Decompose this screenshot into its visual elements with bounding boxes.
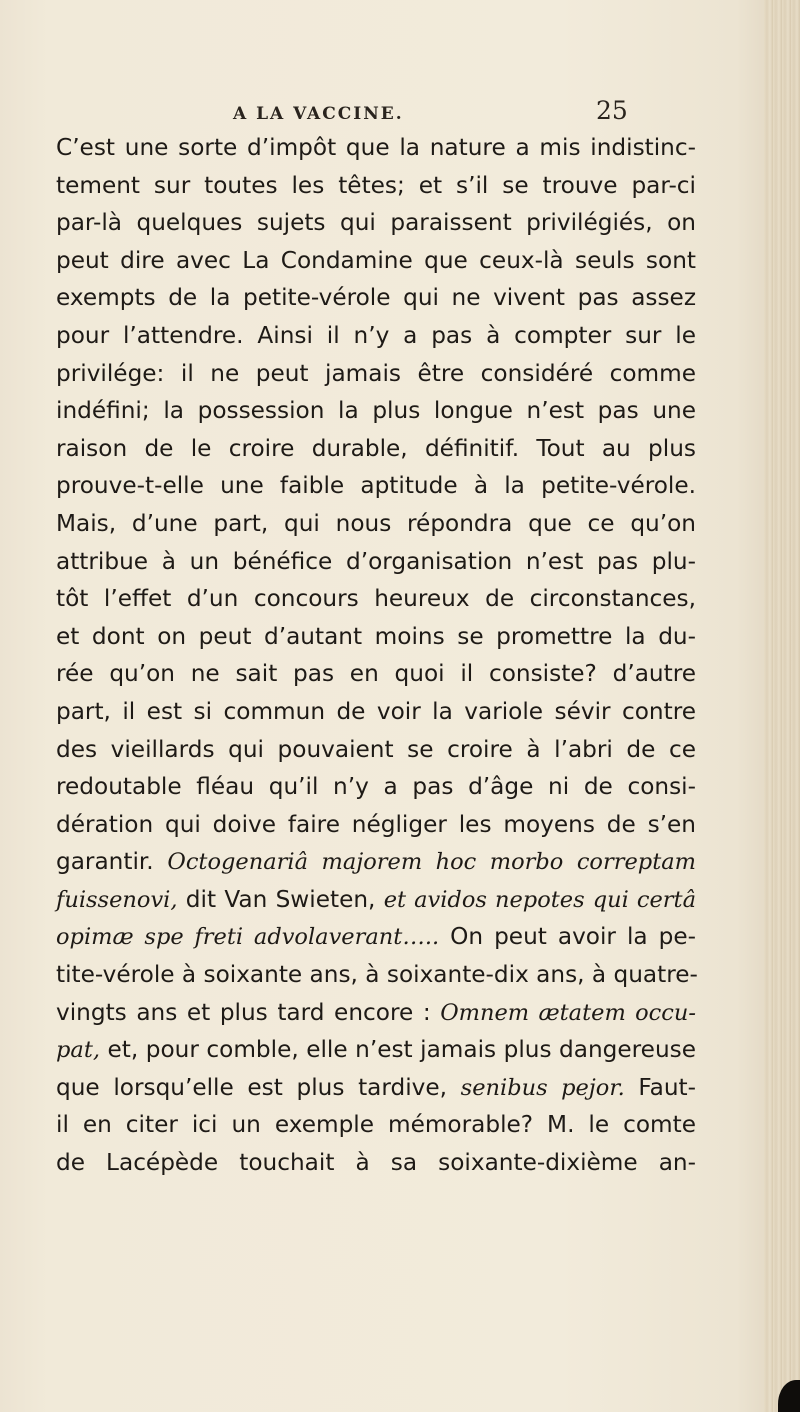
text-segment: raison de le croire durable, définitif. Tout au plus xyxy=(56,434,696,462)
text-line xyxy=(56,806,696,844)
text-line xyxy=(56,467,696,505)
text-line xyxy=(56,1144,696,1182)
text-line xyxy=(56,994,696,1032)
text-segment: il en citer ici un exemple mémorable? M. le comte xyxy=(56,1111,696,1139)
text-line xyxy=(56,317,696,355)
text-segment: Mais, d’une part, qui nous répondra que ce qu’on xyxy=(56,509,696,537)
italic-latin-segment: et avidos nepotes qui certâ xyxy=(383,886,696,913)
text-line xyxy=(56,430,696,468)
text-line xyxy=(56,655,696,693)
text-line xyxy=(56,580,696,618)
text-line xyxy=(56,618,696,656)
italic-latin-segment: Octogenariâ majorem hoc morbo correptam xyxy=(167,849,696,876)
text-segment: de Lacépède touchait à sa soixante-dixième an- xyxy=(56,1149,696,1177)
text-line xyxy=(56,881,696,919)
text-line xyxy=(56,355,696,393)
italic-latin-segment: opimæ spe freti advolaverant….. xyxy=(56,924,440,951)
text-segment: attribue à un bénéfice d’organisation n’est pas plu- xyxy=(56,547,696,575)
text-line xyxy=(56,204,696,242)
text-line xyxy=(56,505,696,543)
body-text xyxy=(56,129,696,1182)
italic-latin-segment: pat, xyxy=(56,1037,101,1064)
text-line xyxy=(56,731,696,769)
text-segment: peut dire avec La Condamine que ceux-là seuls sont xyxy=(56,246,696,274)
text-line xyxy=(56,167,696,205)
italic-latin-segment: Omnem ætatem occu- xyxy=(440,999,696,1026)
text-segment: tôt l’effet d’un concours heureux de circonstances, xyxy=(56,585,696,613)
text-segment: des vieillards qui pouvaient se croire à l’abri de ce xyxy=(56,735,696,763)
text-segment: redoutable fléau qu’il n’y a pas d’âge ni de consi- xyxy=(56,773,696,801)
text-line xyxy=(56,956,696,994)
text-segment: dération qui doive faire négliger les moyens de s’en xyxy=(56,810,696,838)
text-segment: et, pour comble, elle n’est jamais plus dangereuse xyxy=(100,1036,696,1064)
text-segment: privilége: il ne peut jamais être considéré comme xyxy=(56,359,696,387)
text-segment: C’est une sorte d’impôt que la nature a mis indistinc- xyxy=(56,134,696,161)
text-line xyxy=(56,1106,696,1144)
text-line xyxy=(56,392,696,430)
text-line xyxy=(56,279,696,317)
page-number: 25 xyxy=(596,96,628,125)
text-segment: par-là quelques sujets qui paraissent privilégiés, on xyxy=(56,209,696,237)
text-segment: Faut- xyxy=(624,1073,696,1101)
text-line xyxy=(56,693,696,731)
italic-latin-segment: senibus pejor. xyxy=(460,1074,625,1101)
text-line xyxy=(56,843,696,881)
text-segment: rée qu’on ne sait pas en quoi il consiste? d’autre xyxy=(56,660,696,688)
text-segment: et dont on peut d’autant moins se promettre la du- xyxy=(56,622,696,650)
text-line xyxy=(56,1069,696,1107)
text-segment: tement sur toutes les têtes; et s’il se trouve par-ci xyxy=(56,171,696,199)
text-line xyxy=(56,242,696,280)
text-segment: dit Van Swieten, xyxy=(177,885,384,913)
text-line xyxy=(56,543,696,581)
text-line xyxy=(56,1031,696,1069)
text-segment: tite-vérole à soixante ans, à soixante-dix ans, à quatre- xyxy=(56,961,698,989)
text-line xyxy=(56,918,696,956)
text-segment: part, il est si commun de voir la variole sévir contre xyxy=(56,697,696,725)
text-segment: que lorsqu’elle est plus tardive, xyxy=(56,1073,461,1101)
text-segment: vingts ans et plus tard encore : xyxy=(56,998,441,1026)
text-segment: pour l’attendre. Ainsi il n’y a pas à compter sur le xyxy=(56,321,696,349)
text-segment: On peut avoir la pe- xyxy=(439,923,696,951)
text-segment: garantir. xyxy=(56,848,168,876)
running-head: A LA VACCINE. xyxy=(233,104,404,124)
text-line xyxy=(56,768,696,806)
text-segment: prouve-t-elle une faible aptitude à la petite-vérole. xyxy=(56,472,696,500)
text-line xyxy=(56,129,696,167)
italic-latin-segment: fuissenovi, xyxy=(56,886,178,913)
page-binding-edge xyxy=(764,0,800,1412)
text-segment: indéfini; la possession la plus longue n’est pas une xyxy=(56,397,696,425)
text-segment: exempts de la petite-vérole qui ne vivent pas assez xyxy=(56,284,696,312)
